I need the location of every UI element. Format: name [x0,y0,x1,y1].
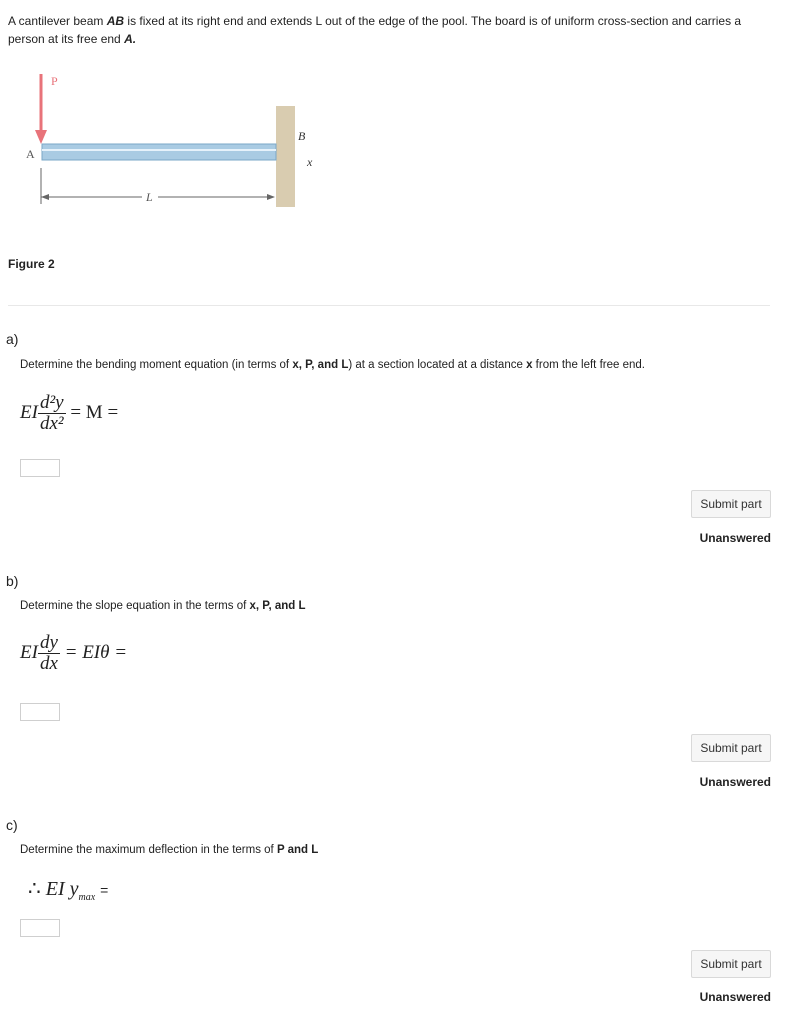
eq-lhs: EI [20,641,38,663]
prompt-bold: P and L [276,844,319,856]
dimension-arrow-left [41,194,49,200]
cantilever-figure [0,70,340,250]
eq-numerator: dy [39,632,58,653]
part-a-prompt [20,359,645,371]
part-a-label: a) [6,331,19,347]
prompt-bold: x, P, and L [292,359,349,371]
intro-bold-ab: AB [106,14,125,28]
eq-rhs: = EIθ = [64,641,128,663]
prompt-text: Determine the bending moment equation (in terms of [20,359,293,371]
part-c-label: c) [6,817,18,833]
eq-lhs: EI y [45,878,79,900]
prompt-text: Determine the slope equation in the terms of [20,600,250,612]
part-b-label: b) [6,573,19,589]
part-b-answer-input[interactable] [20,703,60,721]
part-a-submit-button[interactable]: Submit part [691,490,771,518]
part-b-prompt [20,600,306,612]
x-axis-label: x [307,155,313,169]
figure-caption: Figure 2 [8,257,55,271]
part-c-equation [28,876,108,903]
load-label: P [51,74,58,88]
eq-lhs: EI [20,401,38,423]
part-c-status: Unanswered [699,990,771,1004]
prompt-text: ) at a section located at a distance [348,359,527,371]
end-b-label: B [298,129,306,143]
intro-text-2: is fixed at its right end and extends L out of the edge of the pool. The board is of uniform cross-section and carries a person at its free end [8,14,742,46]
part-c-answer-input[interactable] [20,919,60,937]
load-arrow-head [35,130,47,144]
intro-text: A cantilever beam [8,14,107,28]
prompt-bold: x [526,359,533,371]
end-a-label: A [26,147,35,161]
intro-bold-a: A. [124,32,137,46]
part-b-equation [20,633,127,674]
eq-numerator: d²y [39,392,64,413]
eq-rhs: = [100,882,109,898]
wall-support [276,106,295,207]
part-b-status: Unanswered [699,775,771,789]
part-a-answer-input[interactable] [20,459,60,477]
length-label: L [146,190,153,204]
beam [42,144,276,160]
part-a-equation [20,393,118,434]
eq-denominator: dx [39,653,58,674]
part-a-status: Unanswered [699,531,771,545]
therefore-symbol: ∴ [28,878,41,900]
dimension-arrow-right [267,194,275,200]
eq-fraction [38,393,66,434]
part-c-prompt [20,844,318,856]
eq-fraction [38,633,60,674]
prompt-text: from the left free end. [532,359,645,371]
part-b-submit-button[interactable]: Submit part [691,734,771,762]
part-c-submit-button[interactable]: Submit part [691,950,771,978]
problem-statement [8,12,768,48]
prompt-bold: x, P, and L [249,600,306,612]
divider [8,305,770,306]
eq-rhs: = M = [70,401,119,423]
prompt-text: Determine the maximum deflection in the terms of [20,844,277,856]
eq-subscript: max [78,892,96,903]
eq-denominator: dx² [39,413,64,434]
